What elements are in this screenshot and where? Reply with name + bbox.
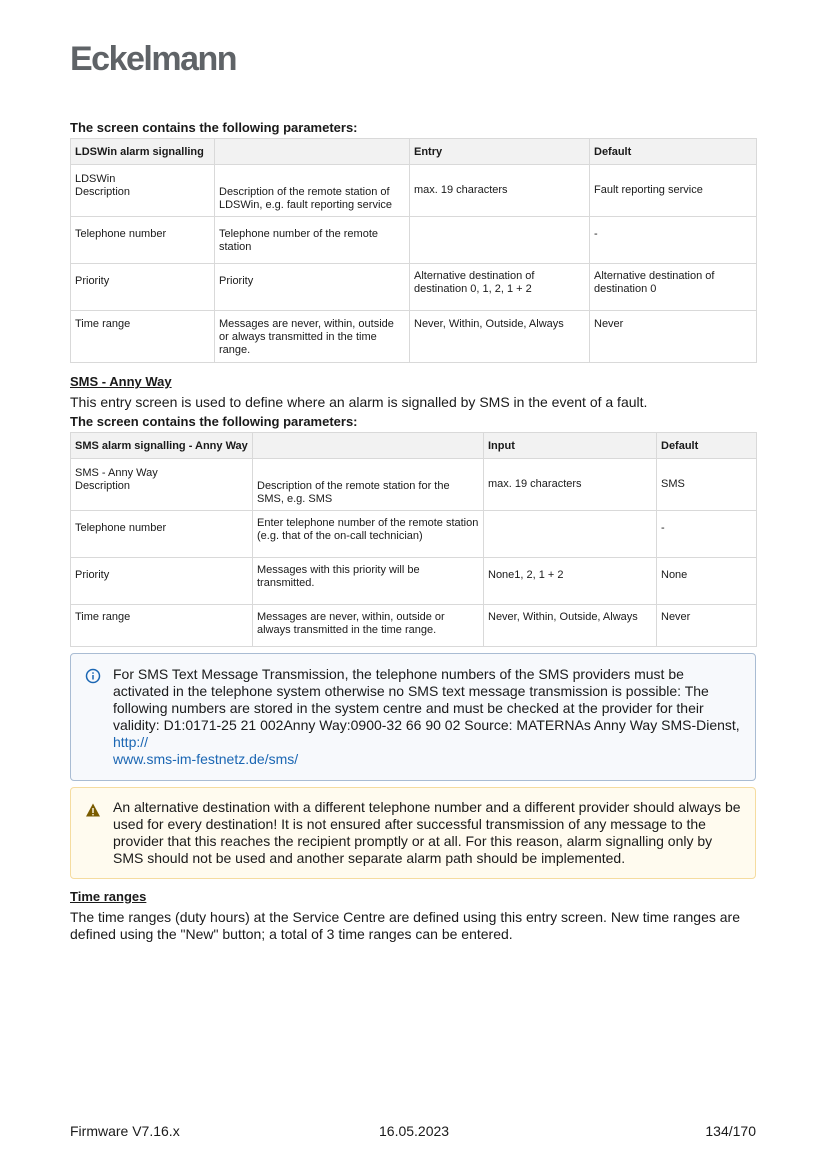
param-description: Messages are never, within, outside or always transmitted in the time range. — [253, 605, 484, 647]
param-name: Time range — [71, 311, 215, 363]
table-header-row — [71, 433, 757, 459]
params-heading: The screen contains the following parameters: — [70, 414, 358, 429]
param-description: Messages with this priority will be transmitted. — [253, 558, 484, 605]
info-icon — [85, 668, 101, 684]
params-heading: The screen contains the following parameters: — [70, 120, 358, 135]
table-header-cell: Input — [484, 433, 657, 459]
param-default: - — [590, 217, 757, 264]
param-name: Priority — [71, 558, 253, 605]
param-entry: None1, 2, 1 + 2 — [484, 558, 657, 605]
section-title-sms: SMS - Anny Way — [70, 374, 172, 389]
table-header-cell: Default — [590, 139, 757, 165]
param-description: Priority — [215, 264, 410, 311]
param-entry — [484, 511, 657, 558]
param-default: Never — [657, 605, 757, 647]
info-note-text: For SMS Text Message Transmission, the telephone numbers of the SMS providers must be activated in the telephone system otherwise no SMS text message transmission is possible: The following numbers are stored in the system centre and must be checked at the provider for their validity: D1:0171-25 21 002Anny Way:0900-32 66 90 02 Source: MATERNAs Anny Way SMS-Dienst, — [113, 666, 740, 733]
param-name: LDSWin Description — [71, 165, 215, 217]
param-default: - — [657, 511, 757, 558]
table-row — [71, 605, 757, 647]
table-header-cell: Entry — [410, 139, 590, 165]
warning-note-text: An alternative destination with a different telephone number and a different provider should always be used for every destination! It is not ensured after successful transmission of any message to the provider that this reaches the recipient promptly or at all. For this reason, alarm signalling only by SMS should not be used and another separate alarm path should be implemented. — [113, 799, 741, 866]
warning-note — [70, 787, 756, 879]
table-row — [71, 558, 757, 605]
param-entry: Alternative destination of destination 0, 1, 2, 1 + 2 — [410, 264, 590, 311]
table-row — [71, 264, 757, 311]
table-row — [71, 165, 757, 217]
table-header-row — [71, 139, 757, 165]
param-default: Never — [590, 311, 757, 363]
sms-parameters-table — [70, 432, 757, 647]
table-row — [71, 511, 757, 558]
table-header-cell — [215, 139, 410, 165]
info-note — [70, 653, 756, 781]
table-header-cell: Default — [657, 433, 757, 459]
param-description: Telephone number of the remote station — [215, 217, 410, 264]
warning-icon — [85, 802, 101, 818]
param-entry: Never, Within, Outside, Always — [484, 605, 657, 647]
param-name: Telephone number — [71, 511, 253, 558]
param-entry — [410, 217, 590, 264]
table-header-cell: LDSWin alarm signalling — [71, 139, 215, 165]
param-entry: max. 19 characters — [410, 165, 590, 217]
sms-intro-text: This entry screen is used to define where an alarm is signalled by SMS in the event of a fault. — [70, 394, 648, 410]
page-content — [70, 120, 756, 946]
table-row — [71, 459, 757, 511]
table-row — [71, 311, 757, 363]
param-name: Telephone number — [71, 217, 215, 264]
param-name: SMS - Anny Way Description — [71, 459, 253, 511]
eckelmann-logo: Eckelmann — [70, 40, 237, 78]
param-entry: max. 19 characters — [484, 459, 657, 511]
ldswin-parameters-table — [70, 138, 757, 363]
param-default: Fault reporting service — [590, 165, 757, 217]
section-title-time-ranges: Time ranges — [70, 889, 147, 904]
time-ranges-text: The time ranges (duty hours) at the Service Centre are defined using this entry screen. New time ranges are defined using the "New" button; a total of 3 time ranges can be entered. — [70, 909, 740, 942]
param-description: Description of the remote station of LDSWin, e.g. fault reporting service — [215, 165, 410, 217]
sms-provider-link[interactable]: http:// www.sms-im-festnetz.de/sms/ — [113, 734, 299, 767]
footer-page-number: 134/170 — [705, 1123, 756, 1139]
param-default: None — [657, 558, 757, 605]
param-name: Priority — [71, 264, 215, 311]
param-description: Description of the remote station for the SMS, e.g. SMS — [253, 459, 484, 511]
table-row — [71, 217, 757, 264]
param-description: Messages are never, within, outside or always transmitted in the time range. — [215, 311, 410, 363]
table-header-cell: SMS alarm signalling - Anny Way — [71, 433, 253, 459]
param-description: Enter telephone number of the remote station (e.g. that of the on-call technician) — [253, 511, 484, 558]
table-header-cell — [253, 433, 484, 459]
footer-date: 16.05.2023 — [379, 1123, 450, 1139]
param-entry: Never, Within, Outside, Always — [410, 311, 590, 363]
param-default: SMS — [657, 459, 757, 511]
param-default: Alternative destination of destination 0 — [590, 264, 757, 311]
param-name: Time range — [71, 605, 253, 647]
footer-firmware: Firmware V7.16.x — [70, 1123, 180, 1139]
